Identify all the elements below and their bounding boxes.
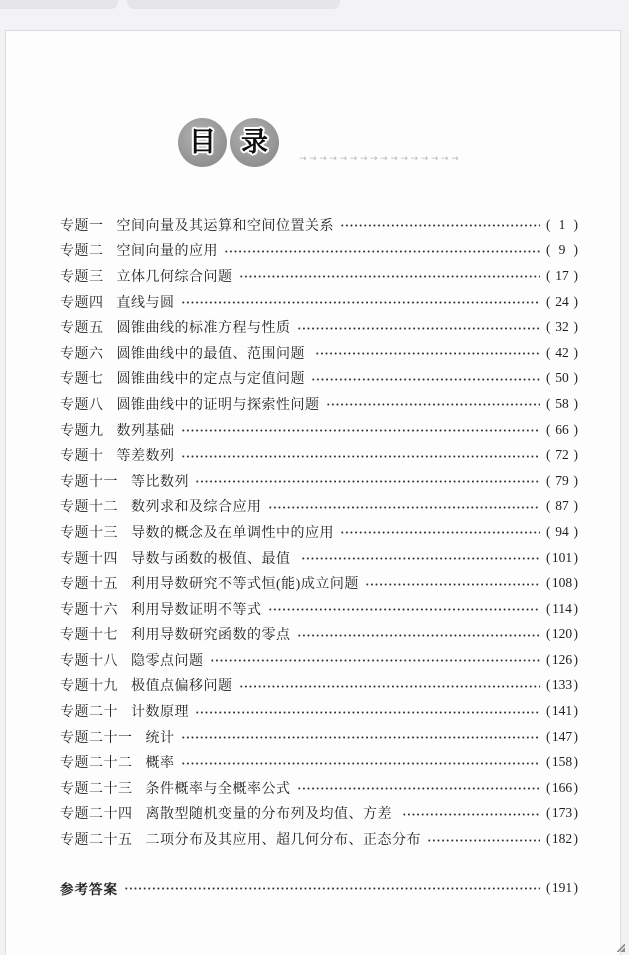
entry-page-number: (173) xyxy=(546,805,578,821)
entry-label: 参考答案 xyxy=(60,881,118,897)
toc-entry-19 xyxy=(60,673,578,699)
viewer-top-strip xyxy=(0,0,629,30)
toc-entry-12 xyxy=(60,494,578,520)
dot-leader xyxy=(311,378,540,381)
document-page xyxy=(5,30,621,955)
entry-label: 专题二十五 xyxy=(60,833,133,849)
entry-title: 导数的概念及在单调性中的应用 xyxy=(131,525,334,541)
entry-label: 专题五 xyxy=(60,321,104,337)
entry-label: 专题八 xyxy=(60,397,104,413)
dot-leader xyxy=(181,429,541,432)
entry-label: 专题一 xyxy=(60,218,104,234)
toc-entry-23 xyxy=(60,775,578,801)
entry-title: 离散型随机变量的分布列及均值、方差 xyxy=(145,807,396,823)
entry-title: 空间向量的应用 xyxy=(116,244,218,260)
toc-title-char-2: 录 xyxy=(241,127,268,157)
toc-entry-15 xyxy=(60,570,578,596)
entry-title: 等差数列 xyxy=(116,449,175,465)
entry-label: 专题九 xyxy=(60,423,104,439)
entry-title: 利用导数研究不等式恒(能)成立问题 xyxy=(131,577,359,593)
entry-title: 圆锥曲线中的定点与定值问题 xyxy=(116,372,305,388)
toc-entry-answers xyxy=(60,875,578,901)
entry-label: 专题三 xyxy=(60,269,104,285)
dot-leader xyxy=(297,634,541,637)
entry-page-number: ( 79 ) xyxy=(546,472,578,488)
toc-entry-8 xyxy=(60,391,578,417)
dot-leader xyxy=(297,787,541,790)
dot-leader xyxy=(326,403,541,406)
entry-page-number: ( 50 ) xyxy=(546,370,578,386)
entry-page-number: (147) xyxy=(546,728,578,744)
entry-label: 专题二 xyxy=(60,244,104,260)
dot-leader xyxy=(427,839,540,842)
dot-leader xyxy=(340,224,540,227)
toc-entry-7 xyxy=(60,366,578,392)
dot-leader xyxy=(365,583,540,586)
toc-entry-5 xyxy=(60,314,578,340)
dot-leader xyxy=(239,685,541,688)
toc-entry-6 xyxy=(60,340,578,366)
entry-page-number: ( 94 ) xyxy=(546,523,578,539)
dot-leader xyxy=(181,762,541,765)
entry-page-number: (120) xyxy=(546,626,578,642)
entry-label: 专题二十 xyxy=(60,705,118,721)
dot-leader xyxy=(340,531,540,534)
toc-entry-1 xyxy=(60,212,578,238)
dot-leader xyxy=(181,455,541,458)
tab-remnant-left xyxy=(0,0,118,9)
entry-page-number: ( 87 ) xyxy=(546,498,578,514)
toc-entry-16 xyxy=(60,596,578,622)
entry-title: 数列求和及综合应用 xyxy=(131,500,262,516)
dot-leader xyxy=(210,659,541,662)
entry-page-number: ( 42 ) xyxy=(546,344,578,360)
toc-entry-4 xyxy=(60,289,578,315)
entry-page-number: (126) xyxy=(546,651,578,667)
entry-label: 专题十八 xyxy=(60,653,118,669)
toc-entry-17 xyxy=(60,622,578,648)
toc-entry-3 xyxy=(60,263,578,289)
entry-title: 条件概率与全概率公式 xyxy=(145,781,291,797)
toc-entry-25 xyxy=(60,826,578,852)
toc-title-char-1: 目 xyxy=(189,127,216,157)
resize-grip-icon[interactable] xyxy=(617,944,625,952)
answers-section xyxy=(60,875,578,901)
dot-leader xyxy=(268,608,541,611)
entry-title: 二项分布及其应用、超几何分布、正态分布 xyxy=(145,833,421,849)
entry-label: 专题十一 xyxy=(60,474,118,490)
entry-label: 专题十二 xyxy=(60,500,118,516)
toc-entry-9 xyxy=(60,417,578,443)
dot-leader xyxy=(195,711,540,714)
entry-label: 专题十 xyxy=(60,449,104,465)
toc-list xyxy=(60,212,578,852)
toc-entry-13 xyxy=(60,519,578,545)
entry-label: 专题十五 xyxy=(60,577,118,593)
entry-page-number: (191) xyxy=(546,879,578,895)
dot-leader xyxy=(181,301,541,304)
entry-label: 专题七 xyxy=(60,372,104,388)
toc-badge-lu xyxy=(230,118,279,167)
entry-title: 极值点偏移问题 xyxy=(131,679,233,695)
entry-page-number: (133) xyxy=(546,677,578,693)
entry-page-number: (101) xyxy=(546,549,578,565)
dot-leader xyxy=(224,250,540,253)
entry-label: 专题二十三 xyxy=(60,781,133,797)
toc-entry-2 xyxy=(60,238,578,264)
dot-leader xyxy=(268,506,541,509)
entry-label: 专题十九 xyxy=(60,679,118,695)
entry-title: 数列基础 xyxy=(116,423,175,439)
entry-page-number: (158) xyxy=(546,754,578,770)
entry-label: 专题二十二 xyxy=(60,756,133,772)
entry-title: 利用导数证明不等式 xyxy=(131,602,262,618)
toc-header xyxy=(178,113,578,167)
entry-title: 直线与圆 xyxy=(116,295,175,311)
entry-label: 专题十七 xyxy=(60,628,118,644)
entry-page-number: ( 66 ) xyxy=(546,421,578,437)
toc-entry-14 xyxy=(60,545,578,571)
dot-leader xyxy=(315,352,540,355)
toc-entry-21 xyxy=(60,724,578,750)
dot-leader xyxy=(402,813,540,816)
dot-leader xyxy=(181,736,541,739)
entry-title: 空间向量及其运算和空间位置关系 xyxy=(116,218,334,234)
entry-page-number: (108) xyxy=(546,575,578,591)
entry-title: 利用导数研究函数的零点 xyxy=(131,628,291,644)
entry-label: 专题二十一 xyxy=(60,730,133,746)
entry-title: 统计 xyxy=(145,730,175,746)
entry-label: 专题十四 xyxy=(60,551,118,567)
entry-page-number: ( 114 ) xyxy=(546,600,578,616)
entry-title: 圆锥曲线的标准方程与性质 xyxy=(116,321,291,337)
tab-remnant-right xyxy=(127,0,340,9)
entry-title: 导数与函数的极值、最值 xyxy=(131,551,295,567)
entry-page-number: ( 1 ) xyxy=(546,216,578,232)
toc-entry-20 xyxy=(60,698,578,724)
dot-leader xyxy=(124,887,540,890)
entry-label: 专题十三 xyxy=(60,525,118,541)
entry-title: 隐零点问题 xyxy=(131,653,204,669)
entry-page-number: ( 32 ) xyxy=(546,319,578,335)
entry-label: 专题四 xyxy=(60,295,104,311)
entry-page-number: ( 17 ) xyxy=(546,267,578,283)
entry-page-number: ( 9 ) xyxy=(546,242,578,258)
toc-entry-10 xyxy=(60,442,578,468)
decorative-arrows-icon: →→→→→→→→→→→→→→→→ xyxy=(299,154,462,164)
dot-leader xyxy=(301,557,541,560)
entry-label: 专题十六 xyxy=(60,602,118,618)
entry-page-number: (166) xyxy=(546,779,578,795)
dot-leader xyxy=(239,275,541,278)
entry-title: 立体几何综合问题 xyxy=(116,269,233,285)
toc-entry-11 xyxy=(60,468,578,494)
entry-label: 专题二十四 xyxy=(60,807,133,823)
entry-title: 等比数列 xyxy=(131,474,189,490)
entry-page-number: (141) xyxy=(546,703,578,719)
entry-title: 概率 xyxy=(145,756,175,772)
entry-page-number: ( 58 ) xyxy=(546,395,578,411)
entry-page-number: (182) xyxy=(546,831,578,847)
entry-page-number: ( 24 ) xyxy=(546,293,578,309)
toc-entry-24 xyxy=(60,801,578,827)
dot-leader xyxy=(195,480,540,483)
entry-title: 圆锥曲线中的证明与探索性问题 xyxy=(116,397,320,413)
toc-entry-18 xyxy=(60,647,578,673)
dot-leader xyxy=(297,327,541,330)
entry-page-number: ( 72 ) xyxy=(546,447,578,463)
entry-title: 计数原理 xyxy=(131,705,189,721)
entry-title: 圆锥曲线中的最值、范围问题 xyxy=(116,346,309,362)
entry-label: 专题六 xyxy=(60,346,104,362)
toc-badge-mu xyxy=(178,118,227,167)
toc-entry-22 xyxy=(60,749,578,775)
